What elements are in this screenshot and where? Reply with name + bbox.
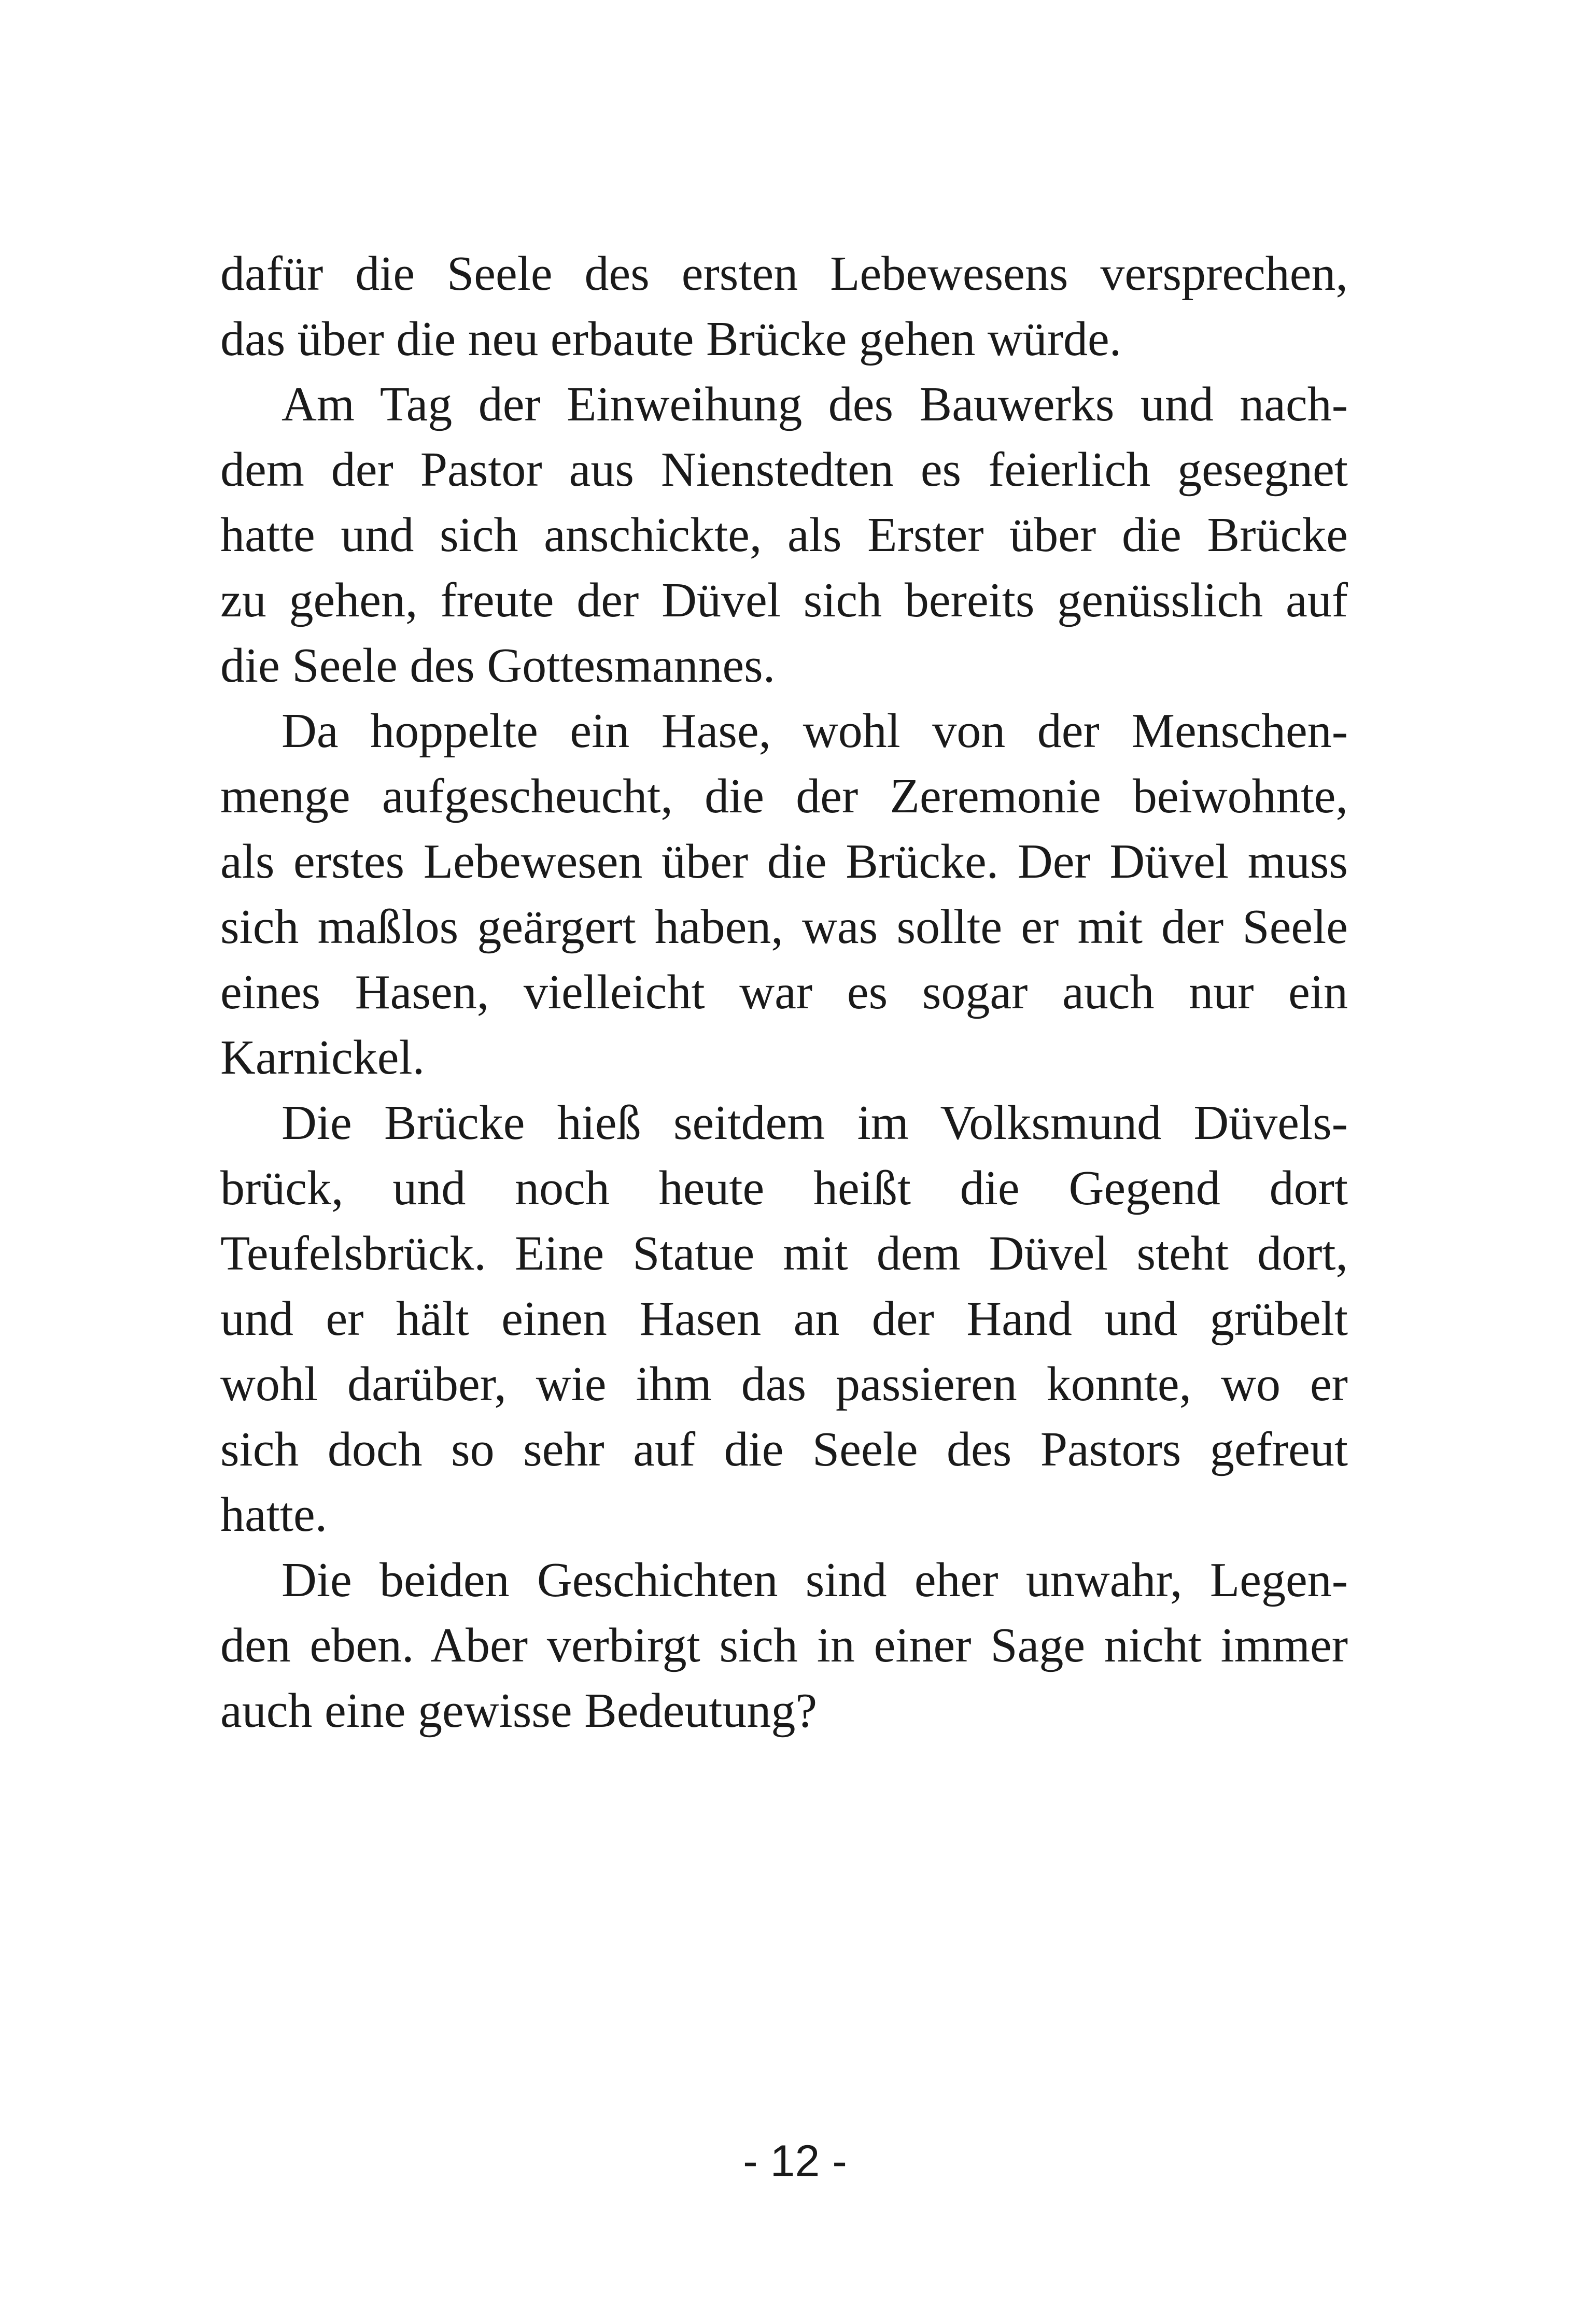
text-line: Karnickel.	[220, 1031, 425, 1084]
text-line: Die Brücke hieß seitdem im Volksmund Düvels-	[282, 1096, 1348, 1150]
text-line: menge aufgescheucht, die der Zeremonie beiwohnte,	[220, 769, 1348, 823]
page-number: - 12 -	[743, 2136, 847, 2186]
text-line: den eben. Aber verbirgt sich in einer Sage nicht immer	[220, 1618, 1348, 1672]
paragraph	[220, 698, 1348, 1090]
text-line: sich doch so sehr auf die Seele des Pastors gefreut	[220, 1422, 1348, 1476]
text-line: Da hoppelte ein Hase, wohl von der Menschen-	[282, 704, 1348, 758]
text-line: Teufelsbrück. Eine Statue mit dem Düvel steht dort,	[220, 1227, 1348, 1280]
paragraph	[220, 241, 1348, 372]
text-line: eines Hasen, vielleicht war es sogar auch nur ein	[220, 965, 1348, 1019]
text-line: auch eine gewisse Bedeutung?	[220, 1684, 818, 1738]
paragraph	[220, 372, 1348, 698]
paragraph	[220, 1090, 1348, 1547]
text-line: brück, und noch heute heißt die Gegend dort	[220, 1161, 1348, 1215]
text-line: zu gehen, freute der Düvel sich bereits genüsslich auf	[220, 573, 1348, 627]
text-line: dem der Pastor aus Nienstedten es feierlich gesegnet	[220, 443, 1348, 497]
text-line: dafür die Seele des ersten Lebewesens versprechen,	[220, 247, 1348, 301]
text-line: und er hält einen Hasen an der Hand und grübelt	[220, 1292, 1348, 1346]
text-line: die Seele des Gottesmannes.	[220, 639, 776, 693]
text-line: das über die neu erbaute Brücke gehen würde.	[220, 312, 1122, 366]
text-line: Am Tag der Einweihung des Bauwerks und nach-	[282, 377, 1348, 431]
body-text	[220, 241, 1348, 1743]
text-line: wohl darüber, wie ihm das passieren konnte, wo er	[220, 1357, 1348, 1411]
text-line: hatte.	[220, 1488, 328, 1542]
text-line: Die beiden Geschichten sind eher unwahr, Legen-	[282, 1553, 1348, 1607]
text-line: hatte und sich anschickte, als Erster über die Brücke	[220, 508, 1348, 562]
text-line: sich maßlos geärgert haben, was sollte er mit der Seele	[220, 900, 1348, 954]
paragraph	[220, 1547, 1348, 1743]
text-line: als erstes Lebewesen über die Brücke. Der Düvel muss	[220, 835, 1348, 889]
